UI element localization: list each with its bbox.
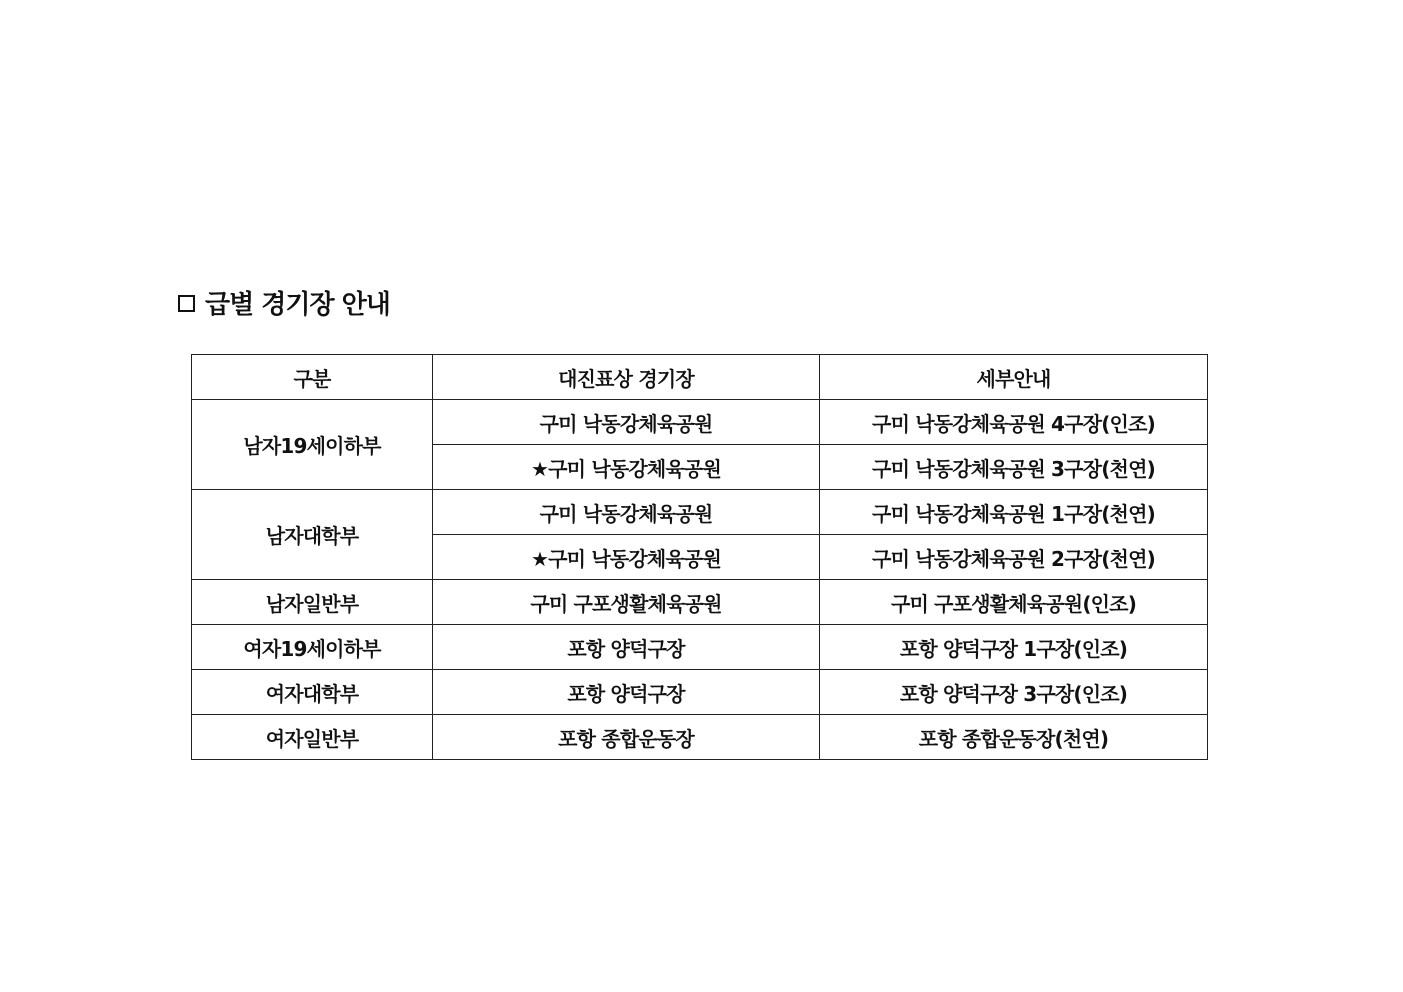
category-cell: 여자19세이하부 [192, 625, 433, 670]
detail-cell: 구미 낙동강체육공원 3구장(천연) [820, 445, 1208, 490]
venue-cell: 구미 낙동강체육공원 [433, 490, 820, 535]
table-header-row [192, 355, 1208, 400]
venue-cell: 포항 양덕구장 [433, 625, 820, 670]
detail-cell: 구미 구포생활체육공원(인조) [820, 580, 1208, 625]
detail-cell: 구미 낙동강체육공원 4구장(인조) [820, 400, 1208, 445]
venue-cell: ★구미 낙동강체육공원 [433, 535, 820, 580]
category-cell: 여자일반부 [192, 715, 433, 760]
detail-cell: 구미 낙동강체육공원 2구장(천연) [820, 535, 1208, 580]
category-cell: 여자대학부 [192, 670, 433, 715]
venue-table [191, 354, 1208, 760]
venue-cell: ★구미 낙동강체육공원 [433, 445, 820, 490]
category-cell: 남자19세이하부 [192, 400, 433, 490]
category-cell: 남자일반부 [192, 580, 433, 625]
table-row [192, 625, 1208, 670]
category-cell: 남자대학부 [192, 490, 433, 580]
venue-cell: 구미 구포생활체육공원 [433, 580, 820, 625]
venue-cell: 구미 낙동강체육공원 [433, 400, 820, 445]
detail-cell: 구미 낙동강체육공원 1구장(천연) [820, 490, 1208, 535]
section-heading [178, 283, 390, 321]
detail-cell: 포항 종합운동장(천연) [820, 715, 1208, 760]
square-bullet-icon [178, 295, 195, 312]
header-detail: 세부안내 [820, 355, 1208, 400]
table-row [192, 670, 1208, 715]
table-row [192, 580, 1208, 625]
table-row [192, 715, 1208, 760]
venue-cell: 포항 양덕구장 [433, 670, 820, 715]
header-venue: 대진표상 경기장 [433, 355, 820, 400]
table-row [192, 490, 1208, 535]
detail-cell: 포항 양덕구장 3구장(인조) [820, 670, 1208, 715]
header-category: 구분 [192, 355, 433, 400]
detail-cell: 포항 양덕구장 1구장(인조) [820, 625, 1208, 670]
table-row [192, 400, 1208, 445]
venue-cell: 포항 종합운동장 [433, 715, 820, 760]
section-title: 급별 경기장 안내 [205, 289, 390, 320]
